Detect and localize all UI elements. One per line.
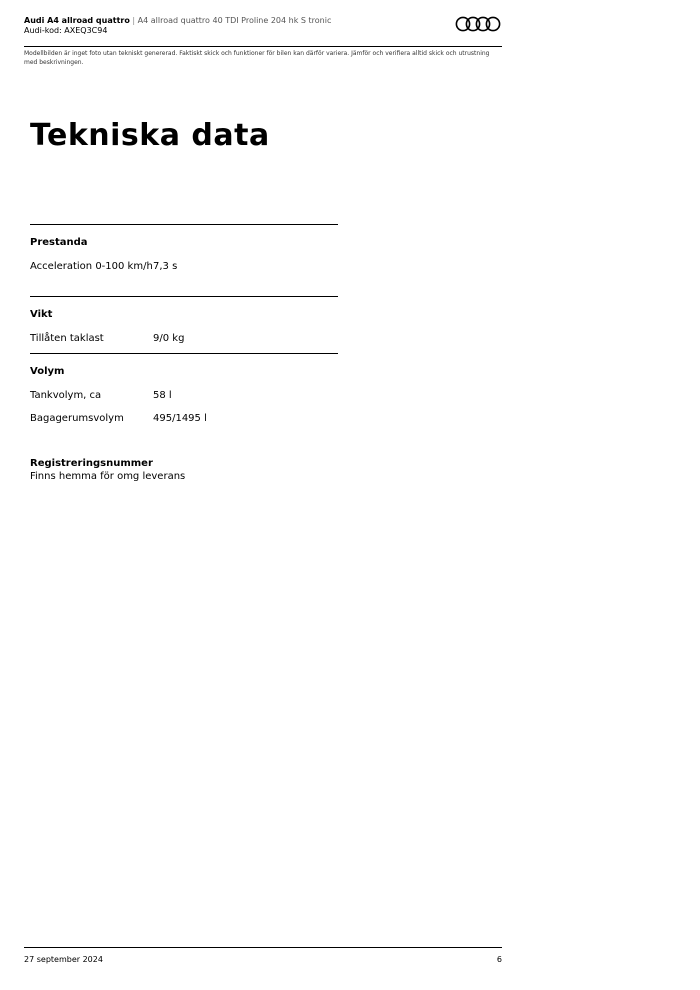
spec-row <box>30 389 338 402</box>
footer-date: 27 september 2024 <box>24 955 103 964</box>
header-separator: | <box>132 16 136 25</box>
spec-label: Tillåten taklast <box>30 333 104 344</box>
header-model-line <box>24 16 502 26</box>
section-prestanda <box>30 224 338 273</box>
section-title: Vikt <box>30 309 53 320</box>
section-divider <box>30 224 338 225</box>
registration-text: Finns hemma för omg leverans <box>30 471 186 482</box>
registration-block <box>30 457 185 483</box>
header-divider <box>24 46 502 47</box>
spec-row <box>30 332 338 345</box>
spec-value: 495/1495 l <box>153 413 207 424</box>
spec-row <box>30 260 338 273</box>
header-audi-code: Audi-kod: AXEQ3C94 <box>24 26 108 35</box>
disclaimer-text: Modellbilden är inget foto utan tekniskt genererad. Faktiskt skick och funktioner för bilen kan därför variera. Jämför och verifiera alltid skick och utrustning med beskrivningen. <box>24 50 490 66</box>
audi-rings-icon <box>455 16 501 32</box>
registration-title: Registreringsnummer <box>30 458 153 469</box>
section-volym <box>30 353 338 425</box>
section-title: Prestanda <box>30 237 88 248</box>
spec-value: 7,3 s <box>153 261 178 272</box>
spec-value: 9/0 kg <box>153 333 185 344</box>
section-divider <box>30 353 338 354</box>
section-divider <box>30 296 338 297</box>
spec-label: Tankvolym, ca <box>30 390 102 401</box>
header-variant: A4 allroad quattro 40 TDI Proline 204 hk S tronic <box>137 16 332 25</box>
document-header <box>24 16 502 36</box>
page-number: 6 <box>496 955 502 964</box>
spec-label: Acceleration 0-100 km/h <box>30 261 153 272</box>
page-title: Tekniska data <box>30 118 270 153</box>
section-vikt <box>30 296 338 345</box>
spec-row <box>30 412 338 425</box>
header-model: Audi A4 allroad quattro <box>24 16 130 25</box>
footer-divider <box>24 947 502 948</box>
section-title: Volym <box>30 366 65 377</box>
spec-label: Bagagerumsvolym <box>30 413 124 424</box>
spec-value: 58 l <box>153 390 172 401</box>
